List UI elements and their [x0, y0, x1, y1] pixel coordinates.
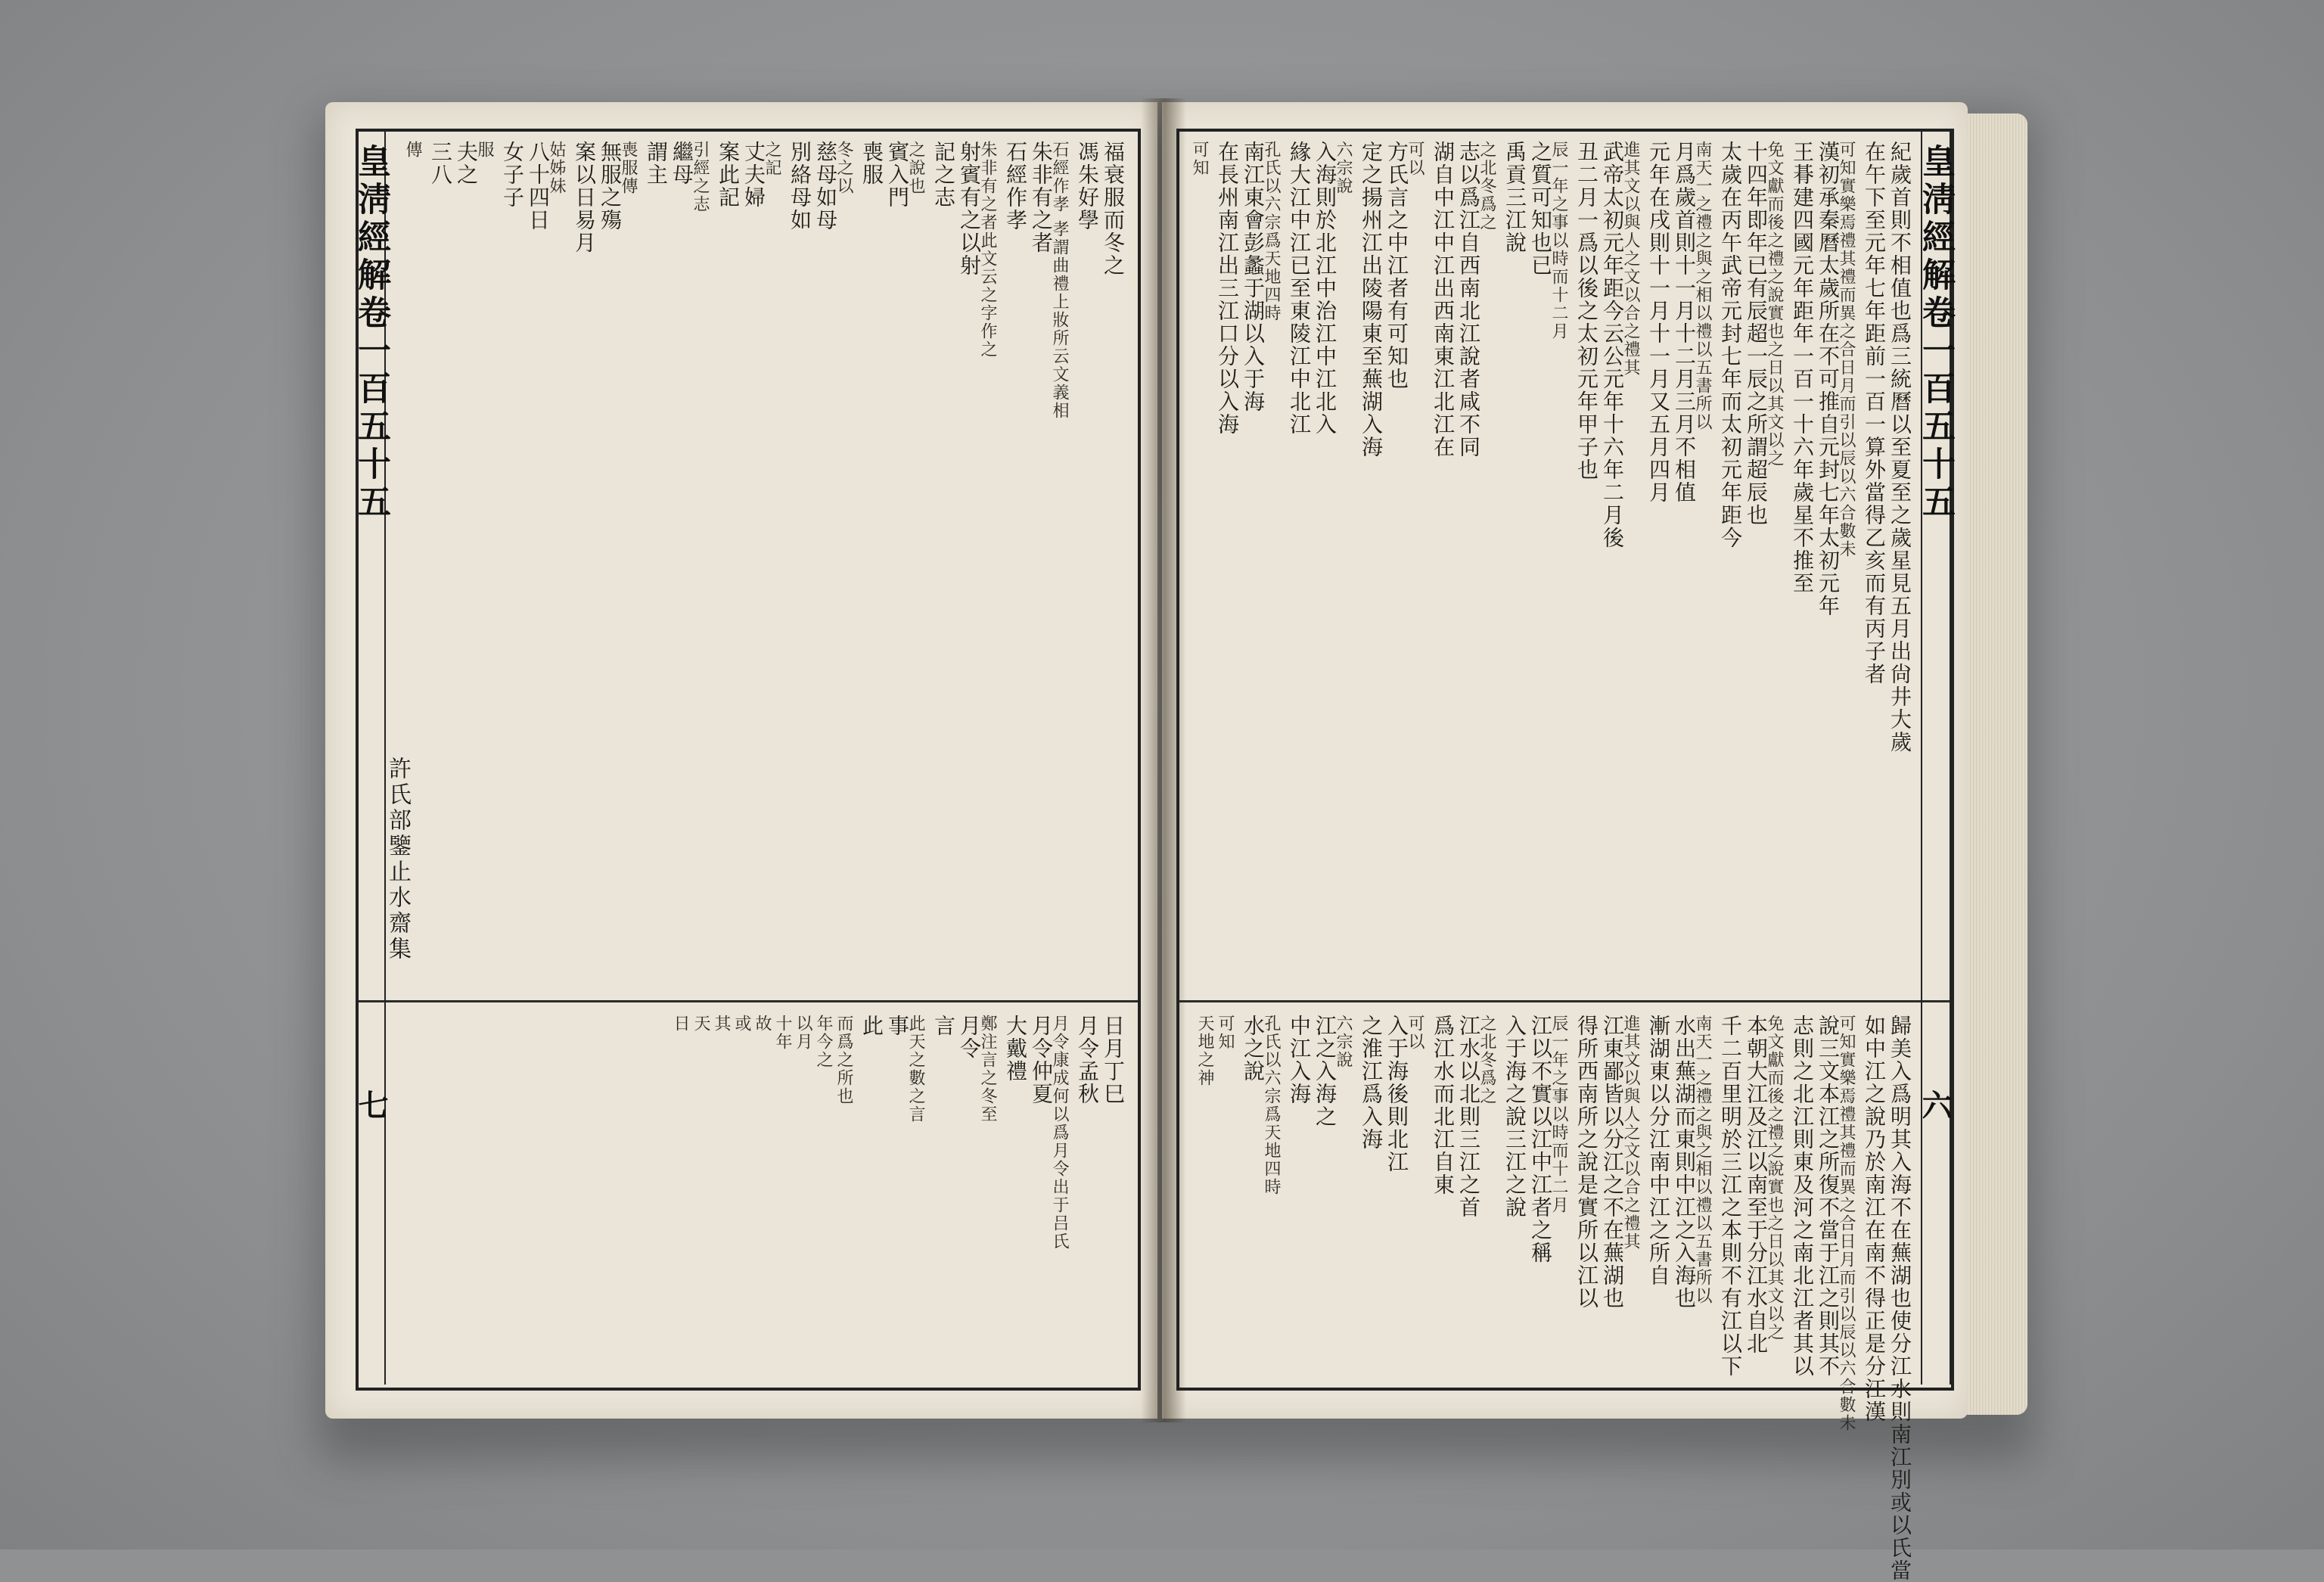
right-page-running-title: 皇淸經解卷一百五十五 — [1916, 144, 1955, 522]
text-column: 漢初承秦曆太歲所在不可推自元封七年太初元年 — [1816, 141, 1841, 617]
text-column: 水出蕪湖而東則中江之入海也 — [1672, 1015, 1697, 1310]
commentary-column: 可知實樂焉禮其禮而異之合日月而引以辰以六合數未 — [1837, 1015, 1856, 1432]
commentary-column: 之記 — [763, 141, 781, 177]
text-column: 日月丁巳 — [1101, 1015, 1126, 1105]
text-column: 無服之殤 — [598, 141, 623, 232]
commentary-column: 十年 — [773, 1015, 792, 1051]
commentary-column: 可知 — [1190, 141, 1209, 177]
commentary-column: 之北冬爲之 — [1477, 141, 1496, 232]
text-column: 賓入門 — [885, 141, 910, 209]
right-page-lower-text — [1195, 1010, 1914, 1582]
text-column: 江之入海之 — [1313, 1015, 1338, 1128]
text-column: 女子子 — [500, 141, 525, 209]
commentary-column: 日 — [671, 1015, 690, 1033]
left-page-lower-text — [424, 1010, 1127, 1377]
text-column: 馮朱好學 — [1075, 141, 1100, 232]
text-column: 紀歲首則不相值也爲三統曆以至夏至之歲星見五月出尙井大歲 — [1887, 141, 1912, 754]
text-column: 朱非有之者 — [1029, 141, 1054, 254]
text-column: 南江東會彭蠡于湖以入于海 — [1241, 141, 1266, 413]
commentary-column: 六宗說 — [1334, 1015, 1353, 1069]
commentary-column: 天 — [691, 1015, 710, 1033]
commentary-column: 天地之神 — [1195, 1015, 1214, 1087]
left-page-folio: 七 — [353, 1089, 389, 1121]
commentary-column: 以月 — [794, 1015, 812, 1051]
left-page-upper-text — [403, 136, 1127, 991]
commentary-column: 而爲之所也 — [834, 1015, 853, 1105]
text-column: 月令 — [957, 1015, 982, 1060]
text-column: 別絡母如 — [788, 141, 812, 232]
text-column: 夫之 — [454, 141, 479, 186]
text-column: 喪服 — [859, 141, 884, 186]
text-column: 事 — [885, 1015, 910, 1037]
commentary-column: 可知 — [1216, 1015, 1235, 1051]
commentary-column: 六宗說 — [1334, 141, 1353, 195]
commentary-column: 孔氏以六宗爲天地四時 — [1262, 1015, 1281, 1196]
commentary-column: 南天一之禮之與之相以禮以五書所以 — [1693, 141, 1712, 431]
commentary-column: 傳 — [403, 141, 422, 159]
commentary-column: 之北冬爲之 — [1477, 1015, 1496, 1105]
text-column: 月令孟秋 — [1075, 1015, 1100, 1105]
commentary-column: 鄭注言之冬至 — [978, 1015, 997, 1124]
commentary-column: 進其文以與人之文以合之禮其 — [1621, 141, 1640, 377]
text-column: 言 — [931, 1015, 956, 1037]
commentary-column: 孔氏以六宗爲天地四時 — [1262, 141, 1281, 322]
text-column: 千二百里明於三江之本則不有江以下 — [1718, 1015, 1743, 1378]
text-column: 大戴禮 — [1003, 1015, 1028, 1083]
commentary-column: 引經之志 — [691, 141, 710, 213]
text-column: 在午下至元年七年距前一百一算外當得乙亥而有丙子者 — [1862, 141, 1887, 685]
text-column: 緣大江中江已至東陵江中北江 — [1287, 141, 1312, 436]
text-column: 如中江之說乃於南江在南不得正是分江漢 — [1862, 1015, 1887, 1423]
commentary-column: 進其文以與人之文以合之禮其 — [1621, 1015, 1640, 1251]
text-column: 禹貢三江說 — [1502, 141, 1527, 254]
right-page-folio: 六 — [1917, 1089, 1953, 1121]
commentary-column: 喪服傳 — [619, 141, 638, 195]
text-column: 武帝太初元年距今云公元年十六年二月後 — [1600, 141, 1625, 549]
text-column: 月令仲夏 — [1029, 1015, 1054, 1105]
text-column: 中江入海 — [1287, 1015, 1312, 1105]
text-column: 之質可知也已 — [1528, 141, 1553, 277]
commentary-column: 年今之 — [814, 1015, 833, 1069]
text-column: 之淮江爲入海 — [1359, 1015, 1384, 1151]
right-page-divider — [1179, 1000, 1951, 1002]
text-column: 入海則於北江中治江中江北入 — [1313, 141, 1338, 436]
commentary-column: 可以 — [1406, 1015, 1425, 1051]
commentary-column: 南天一之禮之與之相以禮以五書所以 — [1693, 1015, 1712, 1305]
text-column: 本朝大江及江以南至于分江水自北 — [1744, 1015, 1769, 1355]
commentary-column: 此天之數之言 — [906, 1015, 925, 1124]
text-column: 案以日易月 — [572, 141, 597, 254]
text-column: 漸湖東以分江南中江之所自 — [1646, 1015, 1671, 1287]
commentary-column: 或 — [732, 1015, 751, 1033]
text-column: 八十四日 — [526, 141, 551, 232]
commentary-column: 可知實樂焉禮其禮而異之合日月而引以辰以六合數未 — [1837, 141, 1856, 558]
text-column: 福衰服而冬之 — [1101, 141, 1126, 277]
text-column: 定之揚州江出陵陽東至蕪湖入海 — [1359, 141, 1384, 458]
text-column: 謂主 — [644, 141, 669, 186]
text-column: 方氏言之中江者有可知也 — [1384, 141, 1409, 390]
left-page-divider — [359, 1000, 1138, 1002]
commentary-column: 故 — [753, 1015, 772, 1033]
publisher-imprint: 許氏部鑒止水齋集 — [384, 757, 411, 962]
commentary-column: 辰一年之事以時而十二月 — [1549, 1015, 1568, 1214]
commentary-column: 服 — [475, 141, 494, 159]
text-column: 慈母如母 — [813, 141, 838, 232]
commentary-column: 可以 — [1406, 141, 1425, 177]
commentary-column: 石經作孝 孝謂曲禮上妝所云文義相 — [1050, 141, 1069, 420]
text-column: 元年在戌則十一月十一月又五月四月 — [1646, 141, 1671, 504]
text-column: 丑二月一爲以後之太初元年甲子也 — [1574, 141, 1599, 481]
commentary-column: 免文獻而後之禮之說實也之日以其文以之 — [1765, 141, 1784, 468]
text-column: 水之說 — [1241, 1015, 1266, 1083]
text-column: 繼母 — [670, 141, 694, 186]
text-column: 十四年即年已有辰超一辰之所謂超辰也 — [1744, 141, 1769, 527]
text-column: 此 — [859, 1015, 884, 1037]
text-column: 三八 — [428, 141, 453, 186]
text-column: 江以不實以江中江者之稱 — [1528, 1015, 1553, 1264]
text-column: 太歲在丙午武帝元封七年而太初元年距今 — [1718, 141, 1743, 549]
right-page-upper-text — [1190, 136, 1914, 991]
commentary-column: 之說也 — [906, 141, 925, 195]
commentary-column: 朱非有之者此文云之字作之 — [978, 141, 997, 359]
text-column: 記之志 — [931, 141, 956, 209]
text-column: 丈夫婦 — [741, 141, 766, 209]
text-column: 志則之北江則東及河之南北江者其以 — [1790, 1015, 1815, 1378]
text-column: 湖自中江中江出西南東江北江在 — [1431, 141, 1456, 458]
text-column: 江水以北則三江之首 — [1456, 1015, 1481, 1219]
commentary-column: 免文獻而後之禮之說實也之日以其文以之 — [1765, 1015, 1784, 1341]
left-page-running-title: 皇淸經解卷一百五十五 — [352, 144, 390, 522]
text-column: 石經作孝 — [1003, 141, 1028, 232]
text-column: 入于海之說三江之說 — [1502, 1015, 1527, 1219]
commentary-column: 姑姊妹 — [547, 141, 566, 195]
text-column: 說三文本江之所復不當于江之則其不 — [1816, 1015, 1841, 1378]
text-column: 射賓有之以射 — [957, 141, 982, 277]
text-column: 在長州南江出三江口分以入海 — [1215, 141, 1240, 436]
text-column: 得所西南所之說是實所以江以 — [1574, 1015, 1599, 1310]
commentary-column: 冬之以 — [834, 141, 853, 195]
commentary-column: 辰一年之事以時而十二月 — [1549, 141, 1568, 340]
text-column: 志以爲江自西南北江說者咸不同 — [1456, 141, 1481, 458]
text-column: 江東鄙皆以分江之不在蕪湖也 — [1600, 1015, 1625, 1310]
text-column: 入于海後則北江 — [1384, 1015, 1409, 1173]
text-column: 爲江水而北江自東 — [1431, 1015, 1456, 1196]
text-column: 王朞建四國元年距年一百一十六年歲星不推至 — [1790, 141, 1815, 595]
text-column: 案此記 — [716, 141, 741, 209]
text-column: 歸美入爲明其入海不在蕪湖也使分江水則南江別或以氏當 — [1887, 1015, 1912, 1582]
text-column: 月爲歲首則十一月十二月三月不相值 — [1672, 141, 1697, 504]
commentary-column: 其 — [712, 1015, 731, 1033]
commentary-column: 月令康成何以爲月令出于吕氏 — [1050, 1015, 1069, 1251]
